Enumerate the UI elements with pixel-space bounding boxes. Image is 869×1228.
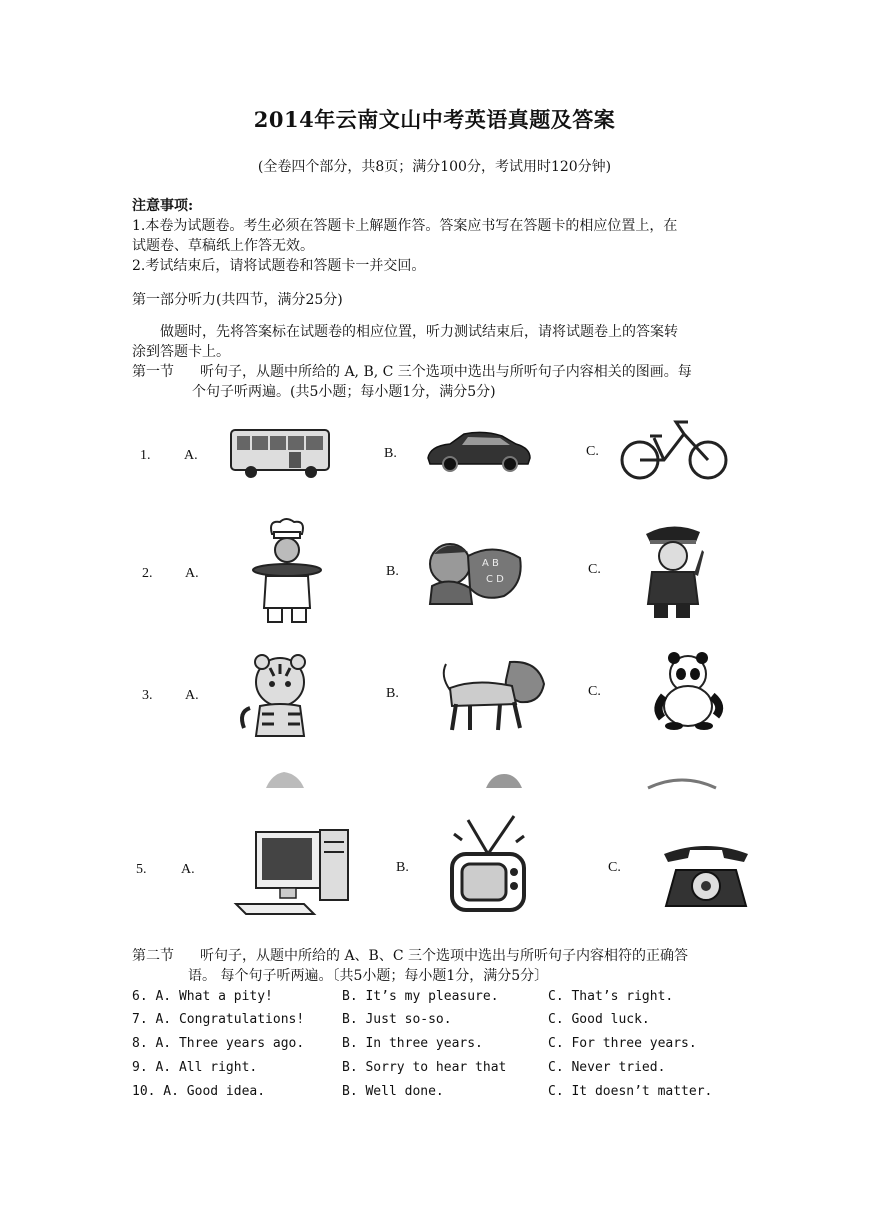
computer-icon — [234, 826, 352, 918]
question-number: 1. — [140, 448, 151, 463]
option-a-label: A. — [185, 566, 199, 581]
exam-info: (全卷四个部分，共8页；满分100分，考试用时120分钟) — [257, 159, 612, 175]
part1-intro-line-1: 做题时，先将答案标在试题卷的相应位置，听力测试结束后，请将试题卷上的答案转 — [160, 324, 678, 340]
svg-text:C D: C D — [486, 574, 504, 585]
policeman-icon — [638, 520, 706, 620]
option-c-label: C. — [586, 444, 599, 459]
tiger-icon — [234, 652, 326, 740]
question-number: 5. — [136, 862, 147, 877]
section1-label: 第一节 — [132, 364, 174, 380]
question-8-option-b: B. In three years. — [342, 1036, 483, 1051]
partial-image-icon — [646, 774, 718, 788]
option-c-label: C. — [588, 562, 601, 577]
question-8-option-c: C. For three years. — [548, 1036, 697, 1051]
question-7-option-c: C. Good luck. — [548, 1012, 650, 1027]
question-6-option-b: B. It’s my pleasure. — [342, 989, 499, 1004]
part1-intro-line-2: 涂到答题卡上。 — [132, 344, 230, 360]
section1-instruction-line-2: 个句子听两遍。(共5小题；每小题1分，满分5分) — [192, 384, 496, 400]
question-10-option-b: B. Well done. — [342, 1084, 444, 1099]
option-c-label: C. — [608, 860, 621, 875]
page-title: 2014年云南文山中考英语真题及答案 — [253, 107, 616, 132]
question-8-option-a: 8. A. Three years ago. — [132, 1036, 305, 1051]
section2-instruction-line-1: 听句子，从题中所给的 A、B、C 三个选项中选出与所听句子内容相符的正确答 — [200, 948, 689, 964]
question-9-option-c: C. Never tried. — [548, 1060, 666, 1075]
partial-image-icon — [262, 770, 308, 788]
notice-item-1-line-2: 试题卷、草稿纸上作答无效。 — [132, 238, 314, 254]
section1-instruction-line-1: 听句子，从题中所给的 A, B, C 三个选项中选出与所听句子内容相关的图画。每 — [200, 364, 692, 380]
notice-item-1-line-1: 1.本卷为试题卷。考生必须在答题卡上解题作答。答案应书写在答题卡的相应位置上，在 — [132, 218, 678, 234]
option-b-label: B. — [386, 686, 399, 701]
notice-item-2: 2.考试结束后，请将试题卷和答题卡一并交回。 — [132, 258, 426, 274]
section2-instruction-line-2: 语。 每个句子听两遍。〔共5小题；每小题1分，满分5分〕 — [188, 968, 549, 984]
telephone-icon — [660, 840, 752, 910]
lion-icon — [436, 656, 550, 736]
question-9-option-b: B. Sorry to hear that — [342, 1060, 507, 1075]
student-icon — [424, 536, 524, 606]
partial-image-icon — [484, 772, 524, 788]
option-b-label: B. — [386, 564, 399, 579]
option-a-label: A. — [185, 688, 199, 703]
question-7-option-b: B. Just so-so. — [342, 1012, 452, 1027]
option-b-label: B. — [396, 860, 409, 875]
question-7-option-a: 7. A. Congratulations! — [132, 1012, 305, 1027]
question-10-option-c: C. It doesn’t matter. — [548, 1084, 713, 1099]
svg-text:A B: A B — [482, 558, 499, 569]
option-c-label: C. — [588, 684, 601, 699]
section2-label: 第二节 — [132, 948, 174, 964]
panda-icon — [654, 650, 724, 730]
car-icon — [424, 428, 534, 472]
cook-icon — [250, 518, 324, 624]
tv-icon — [440, 814, 536, 918]
question-number: 2. — [142, 566, 153, 581]
question-10-option-a: 10. A. Good idea. — [132, 1084, 266, 1099]
question-9-option-a: 9. A. All right. — [132, 1060, 258, 1075]
option-a-label: A. — [181, 862, 195, 877]
bus-icon — [229, 424, 333, 480]
bicycle-icon — [618, 420, 730, 482]
option-b-label: B. — [384, 446, 397, 461]
option-a-label: A. — [184, 448, 198, 463]
notice-heading: 注意事项: — [132, 198, 194, 214]
question-6-option-a: 6. A. What a pity! — [132, 989, 273, 1004]
part1-heading: 第一部分听力(共四节，满分25分) — [132, 292, 343, 308]
question-number: 3. — [142, 688, 153, 703]
question-6-option-c: C. That’s right. — [548, 989, 674, 1004]
